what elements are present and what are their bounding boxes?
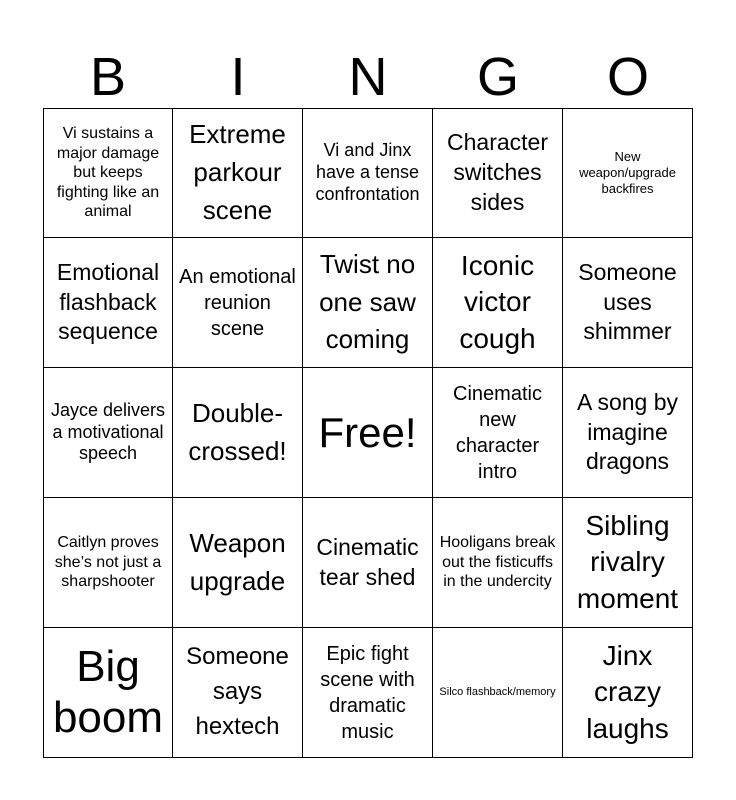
bingo-cell[interactable]: Character switches sides — [433, 108, 563, 238]
bingo-cell[interactable]: Caitlyn proves she’s not just a sharpshooter — [43, 498, 173, 628]
bingo-cell[interactable]: Cinematic tear shed — [303, 498, 433, 628]
header-letter-i: I — [230, 47, 246, 107]
bingo-cell[interactable]: Someone uses shimmer — [563, 238, 693, 368]
bingo-grid — [43, 108, 693, 758]
bingo-cell[interactable]: Jinx crazy laughs — [563, 628, 693, 758]
bingo-cell[interactable]: Hooligans break out the fisticuffs in the undercity — [433, 498, 563, 628]
bingo-cell[interactable]: Iconic victor cough — [433, 238, 563, 368]
bingo-cell[interactable]: Cinematic new character intro — [433, 368, 563, 498]
bingo-cell[interactable]: Epic fight scene with dramatic music — [303, 628, 433, 758]
bingo-cell[interactable]: Vi sustains a major damage but keeps fighting like an animal — [43, 108, 173, 238]
bingo-header — [43, 46, 693, 108]
bingo-cell[interactable]: Weapon upgrade — [173, 498, 303, 628]
bingo-cell[interactable]: New weapon/upgrade backfires — [563, 108, 693, 238]
header-letter-o: O — [606, 47, 649, 107]
bingo-cell[interactable]: Jayce delivers a motivational speech — [43, 368, 173, 498]
bingo-cell[interactable]: Silco flashback/memory — [433, 628, 563, 758]
free-space[interactable]: Free! — [303, 368, 433, 498]
bingo-cell[interactable]: Someone says hextech — [173, 628, 303, 758]
header-letter-b: B — [89, 47, 127, 107]
bingo-cell[interactable]: An emotional reunion scene — [173, 238, 303, 368]
header-letter-g: G — [476, 47, 519, 107]
bingo-cell[interactable]: Big boom — [43, 628, 173, 758]
bingo-cell[interactable]: Twist no one saw coming — [303, 238, 433, 368]
bingo-cell[interactable]: Emotional flashback sequence — [43, 238, 173, 368]
bingo-cell[interactable]: Double-crossed! — [173, 368, 303, 498]
bingo-cell[interactable]: Vi and Jinx have a tense confrontation — [303, 108, 433, 238]
bingo-cell[interactable]: Sibling rivalry moment — [563, 498, 693, 628]
header-letter-n: N — [348, 47, 388, 107]
bingo-cell[interactable]: Extreme parkour scene — [173, 108, 303, 238]
bingo-cell[interactable]: A song by imagine dragons — [563, 368, 693, 498]
